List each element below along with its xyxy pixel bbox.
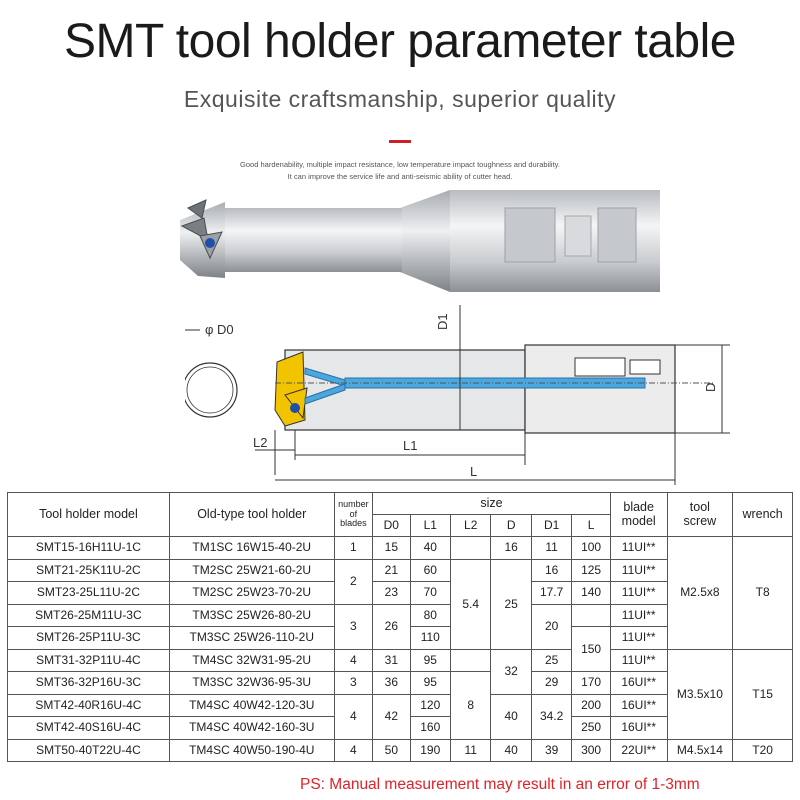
l-cell — [572, 604, 611, 627]
header-d1: D1 — [531, 515, 571, 537]
screw-cell: M3.5x10 — [667, 649, 733, 739]
model-cell: SMT15-16H11U-1C — [8, 537, 170, 560]
l2-cell: 11 — [450, 739, 490, 762]
header-size: size — [373, 493, 611, 515]
old-model-cell: TM2SC 25W23-70-2U — [169, 582, 334, 605]
model-cell: SMT42-40S16U-4C — [8, 717, 170, 740]
table-row — [8, 739, 793, 762]
header-tool-screw: tool screw — [667, 493, 733, 537]
blades-cell: 4 — [334, 694, 372, 739]
d0-cell: 15 — [373, 537, 410, 560]
blade-model-cell: 11UI** — [610, 582, 667, 605]
header-old-model: Old-type tool holder — [169, 493, 334, 537]
blades-cell: 4 — [334, 739, 372, 762]
l-cell: 170 — [572, 672, 611, 695]
old-model-cell: TM1SC 16W15-40-2U — [169, 537, 334, 560]
tool-holder-photo — [150, 180, 670, 300]
model-cell: SMT31-32P11U-4C — [8, 649, 170, 672]
d1-cell: 11 — [531, 537, 571, 560]
d1-cell: 29 — [531, 672, 571, 695]
technical-drawing — [185, 300, 745, 490]
d-cell: 32 — [491, 649, 531, 694]
d1-cell: 34.2 — [531, 694, 571, 739]
l2-cell: 8 — [450, 672, 490, 740]
wrench-cell: T8 — [733, 537, 793, 650]
l2-cell — [450, 537, 490, 560]
l-cell: 300 — [572, 739, 611, 762]
d0-cell: 31 — [373, 649, 410, 672]
blade-model-cell: 11UI** — [610, 604, 667, 627]
blade-model-cell: 11UI** — [610, 537, 667, 560]
old-model-cell: TM3SC 25W26-80-2U — [169, 604, 334, 627]
model-cell: SMT26-25M11U-3C — [8, 604, 170, 627]
model-cell: SMT23-25L11U-2C — [8, 582, 170, 605]
header-l2: L2 — [450, 515, 490, 537]
blade-model-cell: 22UI** — [610, 739, 667, 762]
old-model-cell: TM4SC 40W42-120-3U — [169, 694, 334, 717]
d0-cell: 26 — [373, 604, 410, 649]
l-cell: 250 — [572, 717, 611, 740]
blades-cell: 3 — [334, 672, 372, 695]
old-model-cell: TM2SC 25W21-60-2U — [169, 559, 334, 582]
old-model-cell: TM4SC 40W50-190-4U — [169, 739, 334, 762]
d1-cell: 16 — [531, 559, 571, 582]
l1-cell: 120 — [410, 694, 450, 717]
model-cell: SMT36-32P16U-3C — [8, 672, 170, 695]
l1-label: L1 — [403, 438, 418, 453]
d1-cell: 25 — [531, 649, 571, 672]
header-l1: L1 — [410, 515, 450, 537]
page-title: SMT tool holder parameter table — [64, 15, 736, 68]
l2-cell — [450, 649, 490, 672]
blade-model-cell: 16UI** — [610, 694, 667, 717]
l1-cell: 160 — [410, 717, 450, 740]
d0-cell: 42 — [373, 694, 410, 739]
accent-divider — [389, 140, 411, 143]
screw-cell: M2.5x8 — [667, 537, 733, 650]
d-cell: 40 — [491, 739, 531, 762]
old-model-cell: TM3SC 32W36-95-3U — [169, 672, 334, 695]
d1-label: D1 — [435, 313, 450, 330]
page-subtitle: Exquisite craftsmanship, superior quality — [183, 86, 617, 112]
l1-cell: 70 — [410, 582, 450, 605]
blade-model-cell: 11UI** — [610, 649, 667, 672]
l-cell: 200 — [572, 694, 611, 717]
parameter-table — [7, 492, 793, 762]
d1-cell: 20 — [531, 604, 571, 649]
description-line-2: It can improve the service life and anti-seismic ability of cutter head. — [287, 172, 513, 181]
l-cell: 150 — [572, 627, 611, 672]
old-model-cell: TM3SC 25W26-110-2U — [169, 627, 334, 650]
model-cell: SMT21-25K11U-2C — [8, 559, 170, 582]
header-wrench: wrench — [733, 493, 793, 537]
header-blades: number of blades — [334, 493, 372, 537]
model-cell: SMT26-25P11U-3C — [8, 627, 170, 650]
d0-cell: 50 — [373, 739, 410, 762]
l-cell: 140 — [572, 582, 611, 605]
header-d: D — [491, 515, 531, 537]
l1-cell: 190 — [410, 739, 450, 762]
d-cell: 16 — [491, 537, 531, 560]
header-l: L — [572, 515, 611, 537]
header-blade-model: blade model — [610, 493, 667, 537]
old-model-cell: TM4SC 32W31-95-2U — [169, 649, 334, 672]
blades-cell: 4 — [334, 649, 372, 672]
d0-label: φ D0 — [205, 322, 234, 337]
model-cell: SMT50-40T22U-4C — [8, 739, 170, 762]
blade-model-cell: 16UI** — [610, 717, 667, 740]
d1-cell: 39 — [531, 739, 571, 762]
l2-label: L2 — [253, 435, 268, 450]
l1-cell: 110 — [410, 627, 450, 650]
blade-model-cell: 11UI** — [610, 627, 667, 650]
table-row — [8, 537, 793, 560]
screw-cell: M4.5x14 — [667, 739, 733, 762]
wrench-cell: T15 — [733, 649, 793, 739]
header-model: Tool holder model — [8, 493, 170, 537]
d-cell: 25 — [491, 559, 531, 649]
blades-cell: 1 — [334, 537, 372, 560]
d1-cell: 17.7 — [531, 582, 571, 605]
description-line-1: Good hardenability, multiple impact resistance, low temperature impact toughness and durability. — [240, 160, 560, 169]
l1-cell: 80 — [410, 604, 450, 627]
blade-model-cell: 11UI** — [610, 559, 667, 582]
d-label: D — [703, 382, 718, 392]
blades-cell: 3 — [334, 604, 372, 649]
l1-cell: 95 — [410, 672, 450, 695]
d0-cell: 21 — [373, 559, 410, 582]
wrench-cell: T20 — [733, 739, 793, 762]
header-d0: D0 — [373, 515, 410, 537]
blade-model-cell: 16UI** — [610, 672, 667, 695]
l1-cell: 60 — [410, 559, 450, 582]
l2-cell: 5.4 — [450, 559, 490, 649]
d0-cell: 36 — [373, 672, 410, 695]
d0-cell: 23 — [373, 582, 410, 605]
blades-cell: 2 — [334, 559, 372, 604]
l-label: L — [470, 464, 478, 479]
old-model-cell: TM4SC 40W42-160-3U — [169, 717, 334, 740]
model-cell: SMT42-40R16U-4C — [8, 694, 170, 717]
l1-cell: 40 — [410, 537, 450, 560]
measurement-note: PS: Manual measurement may result in an error of 1-3mm — [300, 776, 700, 793]
l-cell: 100 — [572, 537, 611, 560]
l1-cell: 95 — [410, 649, 450, 672]
l-cell: 125 — [572, 559, 611, 582]
table-row — [8, 649, 793, 672]
d-cell: 40 — [491, 694, 531, 739]
